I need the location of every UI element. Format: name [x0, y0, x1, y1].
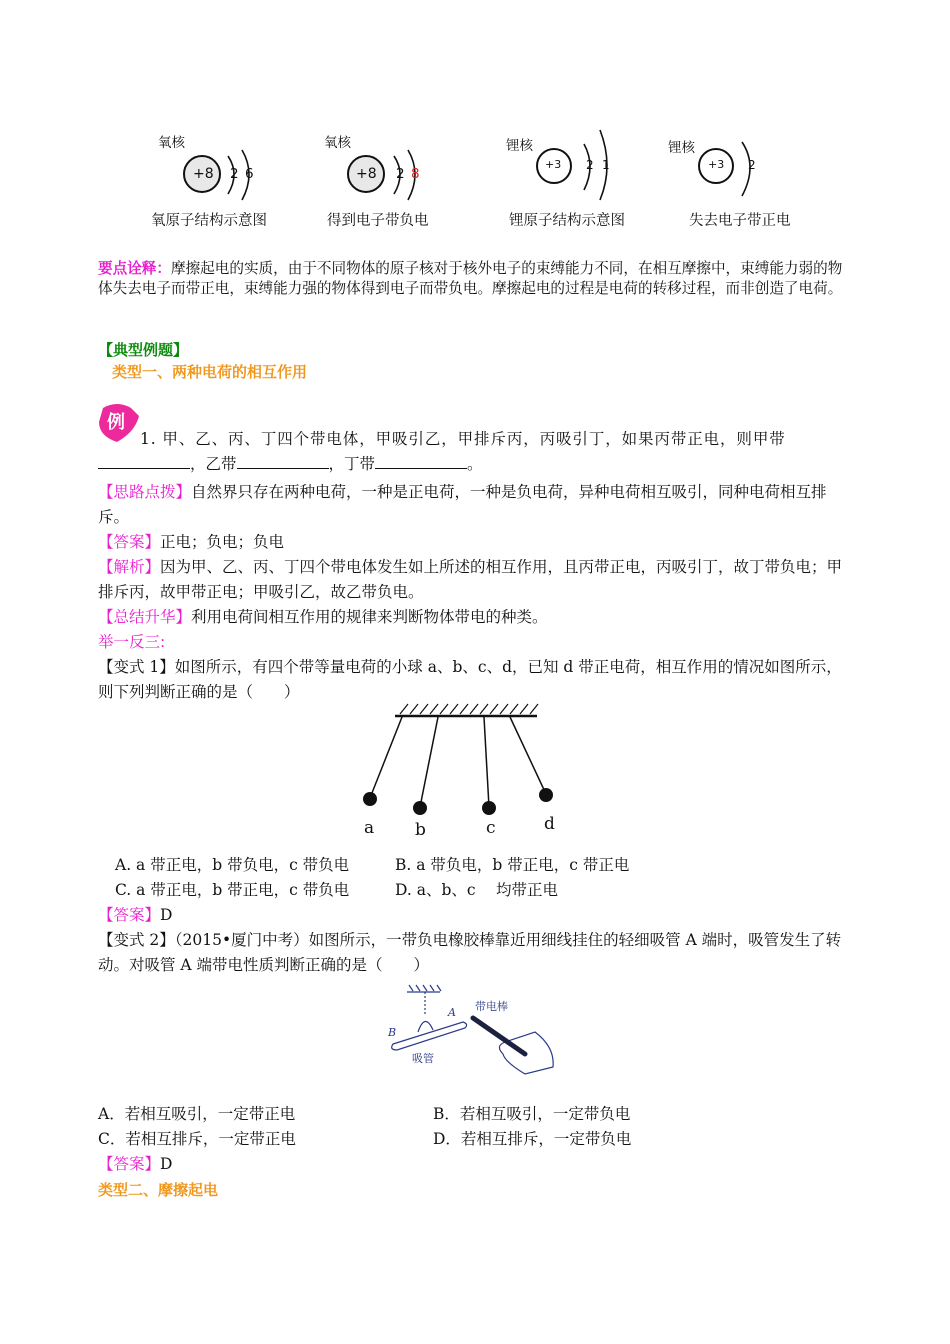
ball-label: a: [364, 818, 375, 838]
diagram-caption: 氧原子结构示意图: [151, 213, 267, 229]
diagram-caption: 锂原子结构示意图: [509, 213, 625, 229]
label-end-b: B: [388, 1026, 397, 1039]
option-d[interactable]: D. a、b、c 均带正电: [395, 881, 559, 899]
label-rod: 带电棒: [475, 1000, 508, 1013]
option-a[interactable]: A. a 带正电，b 带负电，c 带负电: [115, 856, 350, 874]
type2-title: 类型二、摩擦起电: [98, 1181, 219, 1199]
option-c[interactable]: C. a 带正电，b 带正电，c 带负电: [115, 881, 350, 899]
diagram-caption: 失去电子带正电: [689, 213, 791, 229]
option-a[interactable]: A．若相互吸引，一定带正电: [98, 1105, 296, 1123]
practice-title: 举一反三:: [98, 633, 166, 651]
analysis-paragraph: 【解析】因为甲、乙、丙、丁四个带电体发生如上所述的相互作用，且丙带正电，丙吸引丁，故丁带负电；甲排斥丙，故甲带正电；甲吸引乙，故乙带负电。: [98, 558, 843, 601]
label-end-a: A: [448, 1006, 456, 1019]
atom-diagram-lithium: 锂核 +3 2 1: [500, 128, 640, 228]
nucleus-label: 锂核: [506, 138, 533, 154]
type1-title: 类型一、两种电荷的相互作用: [112, 363, 308, 381]
ball-a: [363, 792, 377, 806]
ball-d: [539, 788, 553, 802]
ball-label: d: [544, 814, 555, 834]
atom-diagram-oxygen-ion: 氧核 +8 2 8: [316, 128, 456, 228]
answer-blank[interactable]: [375, 452, 467, 469]
example-badge: 例: [97, 402, 139, 444]
atom-shell-diagram: [694, 134, 774, 204]
answer-blank[interactable]: [98, 452, 190, 469]
ball-label: c: [486, 818, 496, 838]
hint-paragraph: 【思路点拨】自然界只存在两种电荷，一种是正电荷，一种是负电荷，异种电荷相互吸引，同种电荷相互排斥。: [98, 483, 827, 526]
option-c[interactable]: C．若相互排斥，一定带正电: [98, 1130, 296, 1148]
option-b[interactable]: B. a 带负电，b 带正电，c 带正电: [395, 856, 630, 874]
variant-2: 【变式 2】（2015•厦门中考）如图所示，一带负电橡胶棒靠近用细线挂住的轻细吸管 A 端时，吸管发生了转动。对吸管 A 端带电性质判断正确的是（ ）: [98, 931, 842, 974]
summary-paragraph: 【总结升华】利用电荷间相互作用的规律来判断物体带电的种类。: [98, 608, 548, 626]
answer-1: 【答案】正电；负电；负电: [98, 533, 285, 551]
ball-label: b: [415, 820, 426, 840]
section-title: 【典型例题】: [98, 341, 189, 359]
ball-b: [413, 801, 427, 815]
answer-3: 【答案】D: [98, 1155, 173, 1173]
option-d[interactable]: D．若相互排斥，一定带负电: [433, 1130, 632, 1148]
key-point-paragraph: 要点诠释：摩擦起电的实质，由于不同物体的原子核对于核外电子的束缚能力不同，在相互摩擦中，束缚能力弱的物体失去电子而带正电，束缚能力强的物体得到电子而带负电。摩擦起电的过程是电荷的转移过程，而非创造了电荷。: [98, 260, 843, 297]
variant-1: 【变式 1】如图所示，有四个带等量电荷的小球 a、b、c、d，已知 d 带正电荷，相互作用的情况如图所示，则下列判断正确的是（ ）: [98, 658, 842, 701]
label-straw: 吸管: [412, 1052, 434, 1065]
nucleus-label: 锂核: [668, 140, 695, 156]
diagram-caption: 得到电子带负电: [327, 213, 429, 229]
atom-diagram-oxygen: 氧核 +8 2 6: [150, 128, 290, 228]
pendulum-balls-figure: [350, 700, 570, 845]
nucleus-label: 氧核: [324, 135, 351, 151]
key-point-label: 要点诠释：: [98, 260, 171, 277]
answer-blank[interactable]: [237, 452, 329, 469]
atom-diagram-lithium-ion: 锂核 +3 2: [666, 128, 786, 228]
question-1: 1. 甲、乙、丙、丁四个带电体，甲吸引乙，甲排斥丙，丙吸引丁，如果丙带正电，则甲带 ，乙带 ，丁带 。: [98, 427, 854, 477]
option-b[interactable]: B．若相互吸引，一定带负电: [433, 1105, 631, 1123]
answer-2: 【答案】D: [98, 906, 173, 924]
ball-c: [482, 801, 496, 815]
nucleus-label: 氧核: [158, 135, 185, 151]
